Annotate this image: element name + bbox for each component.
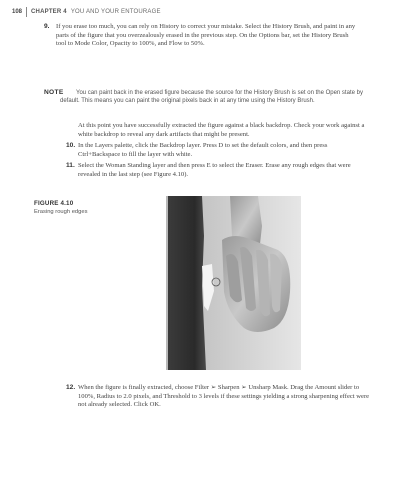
step-12: [66, 384, 370, 410]
page-number: 108: [12, 9, 23, 15]
figure-caption: Erasing rough edges: [34, 209, 88, 215]
step-text: When the figure is finally extracted, choose Filter ➢ Sharpen ➢ Unsharp Mask. Drag the Amount slider to 100%, Radius to 2.0 pixels, and Threshold to 3 levels if these settings yielding a strong sharpening effect were not already selected. Click OK.: [78, 384, 370, 409]
body-paragraph: At this point you have successfully extracted the figure against a black backdrop. Check your work against a white backdrop to reveal any dark artifacts that might be present.: [78, 122, 365, 138]
step-number: 11.: [66, 162, 75, 169]
chapter-label: CHAPTER 4: [31, 9, 67, 15]
step-10: [66, 142, 370, 159]
header-divider: [26, 7, 27, 17]
running-header: [12, 6, 161, 18]
step-text: In the Layers palette, click the Backdrop layer. Press D to set the default colors, and then press Ctrl+Backspace to fill the layer with white.: [78, 142, 328, 158]
figure-label: FIGURE 4.10: [34, 200, 74, 207]
step-number: 12.: [66, 384, 76, 391]
step-number: 9.: [44, 23, 50, 30]
step-9: [44, 23, 356, 49]
step-text: Select the Woman Standing layer and then press E to select the Eraser. Erase any rough edges that were revealed in the last step (see Figure 4.10).: [78, 162, 351, 178]
note-text: You can paint back in the erased figure because the source for the History Brush is set on the Open state by default. This means you can paint the original pixels back in at any time using the History Brush.: [60, 90, 363, 105]
figure-image: [166, 196, 301, 370]
step-number: 10.: [66, 142, 76, 149]
step-11: [66, 162, 370, 179]
chapter-title: YOU AND YOUR ENTOURAGE: [70, 9, 161, 15]
note-label: NOTE: [44, 89, 64, 96]
erasing-rough-edges-photo: [166, 196, 301, 370]
step-text: If you erase too much, you can rely on History to correct your mistake. Select the History Brush, and paint in any parts of the figure that you overzealously erased in the previous step. On the Options bar, set the History Brush tool to Mode Color, Opacity to 100%, and Flow to 50%.: [56, 23, 356, 48]
